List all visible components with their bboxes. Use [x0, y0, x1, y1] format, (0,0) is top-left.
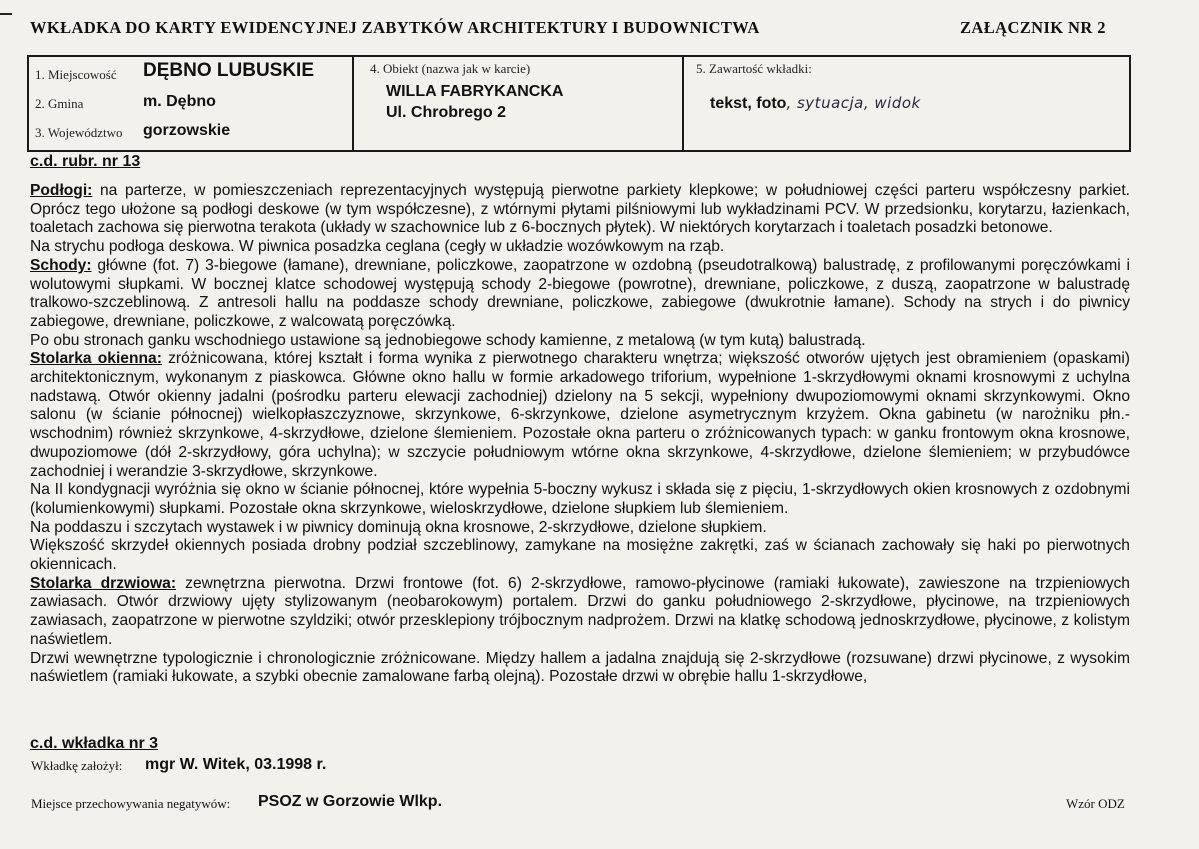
locality-label: 1. Miejscowość — [35, 67, 117, 82]
form-code: Wzór ODZ — [1066, 796, 1125, 811]
annex-number: ZAŁĄCZNIK NR 2 — [960, 18, 1106, 37]
floors-text: na parterze, w pomieszczeniach reprezentacyjnych występują pierwotne parkiety klepkowe; w południowej części parteru współczesny parkiet. Oprócz tego ułożone są podłogi deskowe (w tym współczesne), z wtórnymi płytami pilśniowymi lub wykładzinami PCV. W przedsionku, korytarzu, łazienkach, toaletach zachowa się pierwotna terakota (układy w szachownice lub z 6-bocznych płytek). W niektórych korytarzach i toaletach posadzki betonowe. — [30, 182, 1130, 237]
stairs-heading: Schody: — [30, 256, 92, 274]
doors-p2: Drzwi wewnętrzne typologicznie i chronologicznie zróżnicowane. Między hallem a jadalna znajdują się 2-skrzydłowe (rozsuwane) drzwi płycinowe, z wysokim naświetlem (ramiaki łukowate, a szybki obecnie zamalowane farbą olejną). Pozostałe drzwi w obrębie hallu 1-skrzydłowe, — [30, 649, 1130, 686]
stairs-paragraph — [30, 257, 1130, 332]
floors-heading: Podłogi: — [30, 182, 93, 199]
scan-edge-mark — [0, 13, 12, 15]
object-name: WILLA FABRYKANCKA — [386, 83, 564, 100]
doors-paragraph — [30, 575, 1130, 650]
locality-value: DĘBNO LUBUSKIE — [143, 60, 315, 81]
windows-heading: Stolarka okienna: — [30, 350, 162, 368]
windows-p2: Na II kondygnacji wyróżnia się okno w ścianie północnej, które wypełnia 5-boczny wykusz i składa się z pięciu, 1-skrzydłowych okien krosnowych z ozdobnymi (kolumienkowymi) słupkami. Pozostałe okna skrzynkowe, wieloskrzydłowe, dzielone słupkiem lub ślemieniem. — [30, 481, 1130, 517]
identification-box — [27, 55, 1131, 152]
doors-heading: Stolarka drzwiowa: — [30, 574, 177, 592]
floors-extra: Na strychu podłoga deskowa. W piwnica posadzka ceglana (cegły w układzie wozówkowym na rząb. — [30, 238, 725, 256]
contents-value — [710, 94, 921, 113]
windows-paragraph — [30, 350, 1130, 481]
floors-paragraph — [30, 182, 1130, 238]
contents-handwritten: , sytuacja, widok — [786, 94, 921, 112]
windows-p4: Większość skrzydeł okiennych posiada drobny podział szczeblinowy, zamykane na mosiężne zakrętki, zaś w ścianach zachowały się haki po pierwotnych okiennicach. — [30, 537, 1130, 574]
form-title: WKŁADKA DO KARTY EWIDENCYJNEJ ZABYTKÓW ARCHITEKTURY I BUDOWNICTWA — [30, 18, 760, 37]
contents-typed: tekst, foto — [710, 95, 787, 112]
voivodeship-label: 3. Województwo — [35, 125, 123, 140]
box-divider-1 — [352, 57, 354, 152]
windows-p3: Na poddaszu i szczytach wystawek i w piwnicy dominują okna krosnowe, 2-skrzydłowe, dzielone słupkiem. — [30, 518, 767, 536]
author-value: mgr W. Witek, 03.1998 r. — [145, 756, 327, 773]
contents-label: 5. Zawartość wkładki: — [696, 61, 812, 76]
commune-label: 2. Gmina — [35, 96, 84, 111]
object-address: Ul. Chrobrego 2 — [386, 104, 507, 121]
object-label: 4. Obiekt (nazwa jak w karcie) — [370, 61, 531, 76]
author-label: Wkładkę założył: — [31, 758, 123, 773]
negatives-label: Miejsce przechowywania negatywów: — [31, 796, 231, 811]
description-body — [30, 182, 1130, 687]
stairs-text: główne (fot. 7) 3-biegowe (łamane), drewniane, policzkowe, zaopatrzone w ozdobną (pseudotralkową) balustradę, z profilowanymi poręczówkami i wolutowymi słupkami. W bocznej klatce schodowej występują schody 2-biegowe (powrotne), drewniane, policzkowe, z duszą, zaopatrzone w balustradę tralkowo-szczeblinową. Z antresoli hallu na poddasze schody drewniane, policzkowe, zabiegowe (dwukrotnie łamane). Schody na strych i do piwnicy zabiegowe, drewniane, policzkowe, z walcowatą poręczówką. — [30, 256, 1130, 330]
stairs-extra: Po obu stronach ganku wschodniego ustawione są jednobiegowe schody kamienne, z metalową (w tym kutą) balustradą. — [30, 331, 866, 349]
negatives-value: PSOZ w Gorzowie Wlkp. — [258, 793, 443, 810]
continuation-heading: c.d. rubr. nr 13 — [30, 153, 141, 170]
box-divider-2 — [682, 57, 684, 152]
continuation-footer: c.d. wkładka nr 3 — [30, 735, 159, 752]
doors-text: zewnętrzna pierwotna. Drzwi frontowe (fot. 6) 2-skrzydłowe, ramowo-płycinowe (ramiaki łukowate), zawieszone na trzpieniowych zawiasach. Otwór drzwiowy ujęty stylizowanym (neobarokowym) portalem. Drzwi do ganku południowego 2-skrzydłowe, płycinowe, na trzpieniowych zawiasach, zaopatrzone w pierwotne szyldziki; otwór przesklepiony trójbocznym nadprożem. Drzwi na klatkę schodową jednoskrzydłowe, płycinowe, z kolistym naświetlem. — [30, 574, 1130, 648]
commune-value: m. Dębno — [143, 93, 216, 110]
windows-text: zróżnicowana, której kształt i forma wynika z pierwotnego charakteru wnętrza; większość otworów ujętych jest obramieniem (opaskami) architektonicznym, wykonanym z piaskowca. Główne okno hallu w formie arkadowego triforium, wypełnione 1-skrzydłowymi oknami krosnowymi z uchylna nadstawą. Otwór okienny jadalni (pośrodku parteru elewacji zachodniej) dzielony na 5 sekcji, wypełniony dwupoziomowymi oknami skrzynkowymi. Okno salonu (w ścianie północnej) wielkopłaszczyznowe, skrzynkowe, 6-skrzynkowe, dzielone asymetrycznym krzyżem. Okna gabinetu (w narożniku płn.-wschodnim) również skrzynkowe, 4-skrzydłowe, dzielone ślemieniem. Pozostałe okna parteru o zróżnicowanych typach: w ganku frontowym okna krosnowe, dwupoziomowe (dół 2-skrzydłowy, góra uchylna); w szczycie południowym wtórne okna skrzynkowe, 4-skrzydłowe, dzielone ślemieniem; w przybudówce zachodniej i werandzie 3-skrzydłowe, skrzynkowe. — [30, 350, 1130, 480]
voivodeship-value: gorzowskie — [143, 122, 231, 139]
